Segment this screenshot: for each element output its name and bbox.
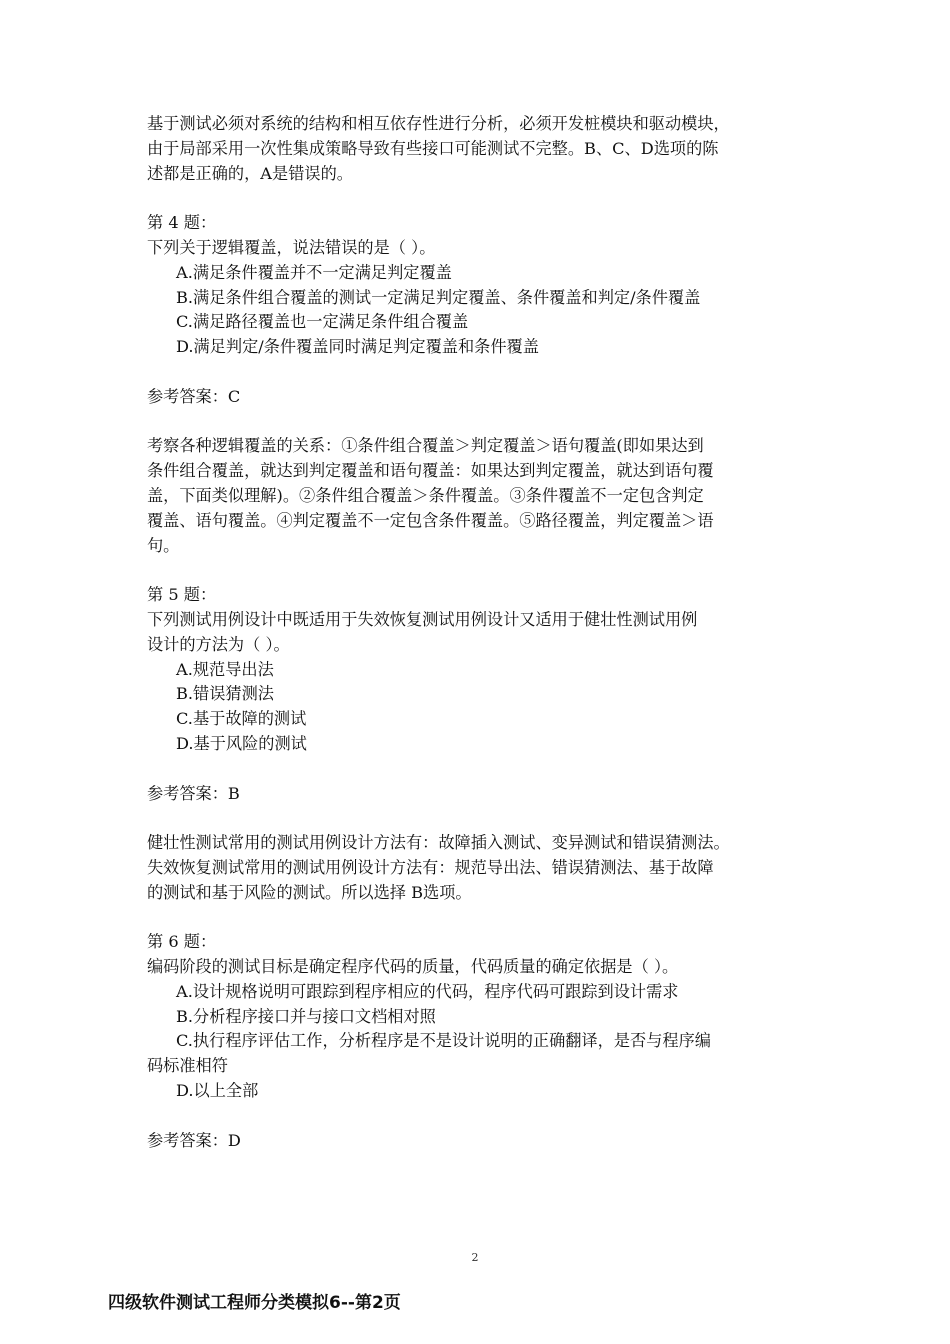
question-header: 第 5 题： [147,585,217,605]
option-b: B.分析程序接口并与接口文档相对照 [176,1006,436,1026]
reference-answer: 参考答案：B [147,783,240,803]
page-content [147,112,819,1153]
option-a: A.满足条件覆盖并不一定满足判定覆盖 [176,262,452,282]
question-stem: 设计的方法为（ ）。 [147,634,290,654]
explanation-line: 健壮性测试常用的测试用例设计方法有：故障插入测试、变异测试和错误猜测法。 [147,833,730,853]
reference-answer: 参考答案：D [147,1130,241,1150]
option-c: C.满足路径覆盖也一定满足条件组合覆盖 [176,312,469,332]
question-5 [147,583,819,905]
option-c-continued: 码标准相符 [147,1056,228,1076]
option-d: D.满足判定/条件覆盖同时满足判定覆盖和条件覆盖 [176,337,539,357]
option-d: D.以上全部 [176,1081,259,1101]
question-header: 第 6 题： [147,932,217,952]
explanation-line: 的测试和基于风险的测试。所以选择 B选项。 [147,882,472,902]
question-stem: 下列测试用例设计中既适用于失效恢复测试用例设计又适用于健壮性测试用例 [147,609,698,629]
explanation-line: 条件组合覆盖，就达到判定覆盖和语句覆盖：如果达到判定覆盖，就达到语句覆 [147,461,714,481]
question-header: 第 4 题： [147,213,217,233]
option-c: C.基于故障的测试 [176,709,307,729]
question-stem: 下列关于逻辑覆盖，说法错误的是（ ）。 [147,237,436,257]
option-c: C.执行程序评估工作，分析程序是不是设计说明的正确翻译，是否与程序编 [176,1031,711,1051]
question-stem: 编码阶段的测试目标是确定程序代码的质量，代码质量的确定依据是（ ）。 [147,957,679,977]
option-b: B.错误猜测法 [176,684,274,704]
page-footer: 四级软件测试工程师分类模拟6--第2页 [108,1293,401,1313]
question-6 [147,930,819,1153]
explanation-line: 覆盖、语句覆盖。④判定覆盖不一定包含条件覆盖。⑤路径覆盖，判定覆盖＞语 [147,510,714,530]
explanation-line: 句。 [147,535,180,555]
explanation-line: 考察各种逻辑覆盖的关系：①条件组合覆盖＞判定覆盖＞语句覆盖(即如果达到 [147,436,704,456]
intro-explanation [147,112,819,186]
option-d: D.基于风险的测试 [176,733,307,753]
explanation-line: 盖，下面类似理解)。②条件组合覆盖＞条件覆盖。③条件覆盖不一定包含判定 [147,485,704,505]
reference-answer: 参考答案：C [147,386,241,406]
option-a: A.设计规格说明可跟踪到程序相应的代码，程序代码可跟踪到设计需求 [176,981,679,1001]
option-b: B.满足条件组合覆盖的测试一定满足判定覆盖、条件覆盖和判定/条件覆盖 [176,287,701,307]
text-line: 基于测试必须对系统的结构和相互依存性进行分析，必须开发桩模块和驱动模块， [147,114,730,133]
question-4 [147,211,819,558]
page-number: 2 [471,1251,479,1264]
text-line: 由于局部采用一次性集成策略导致有些接口可能测试不完整。B、C、D选项的陈 [147,138,719,158]
option-a: A.规范导出法 [176,659,274,679]
explanation-line: 失效恢复测试常用的测试用例设计方法有：规范导出法、错误猜测法、基于故障 [147,857,714,877]
text-line: 述都是正确的，A是错误的。 [147,163,353,183]
